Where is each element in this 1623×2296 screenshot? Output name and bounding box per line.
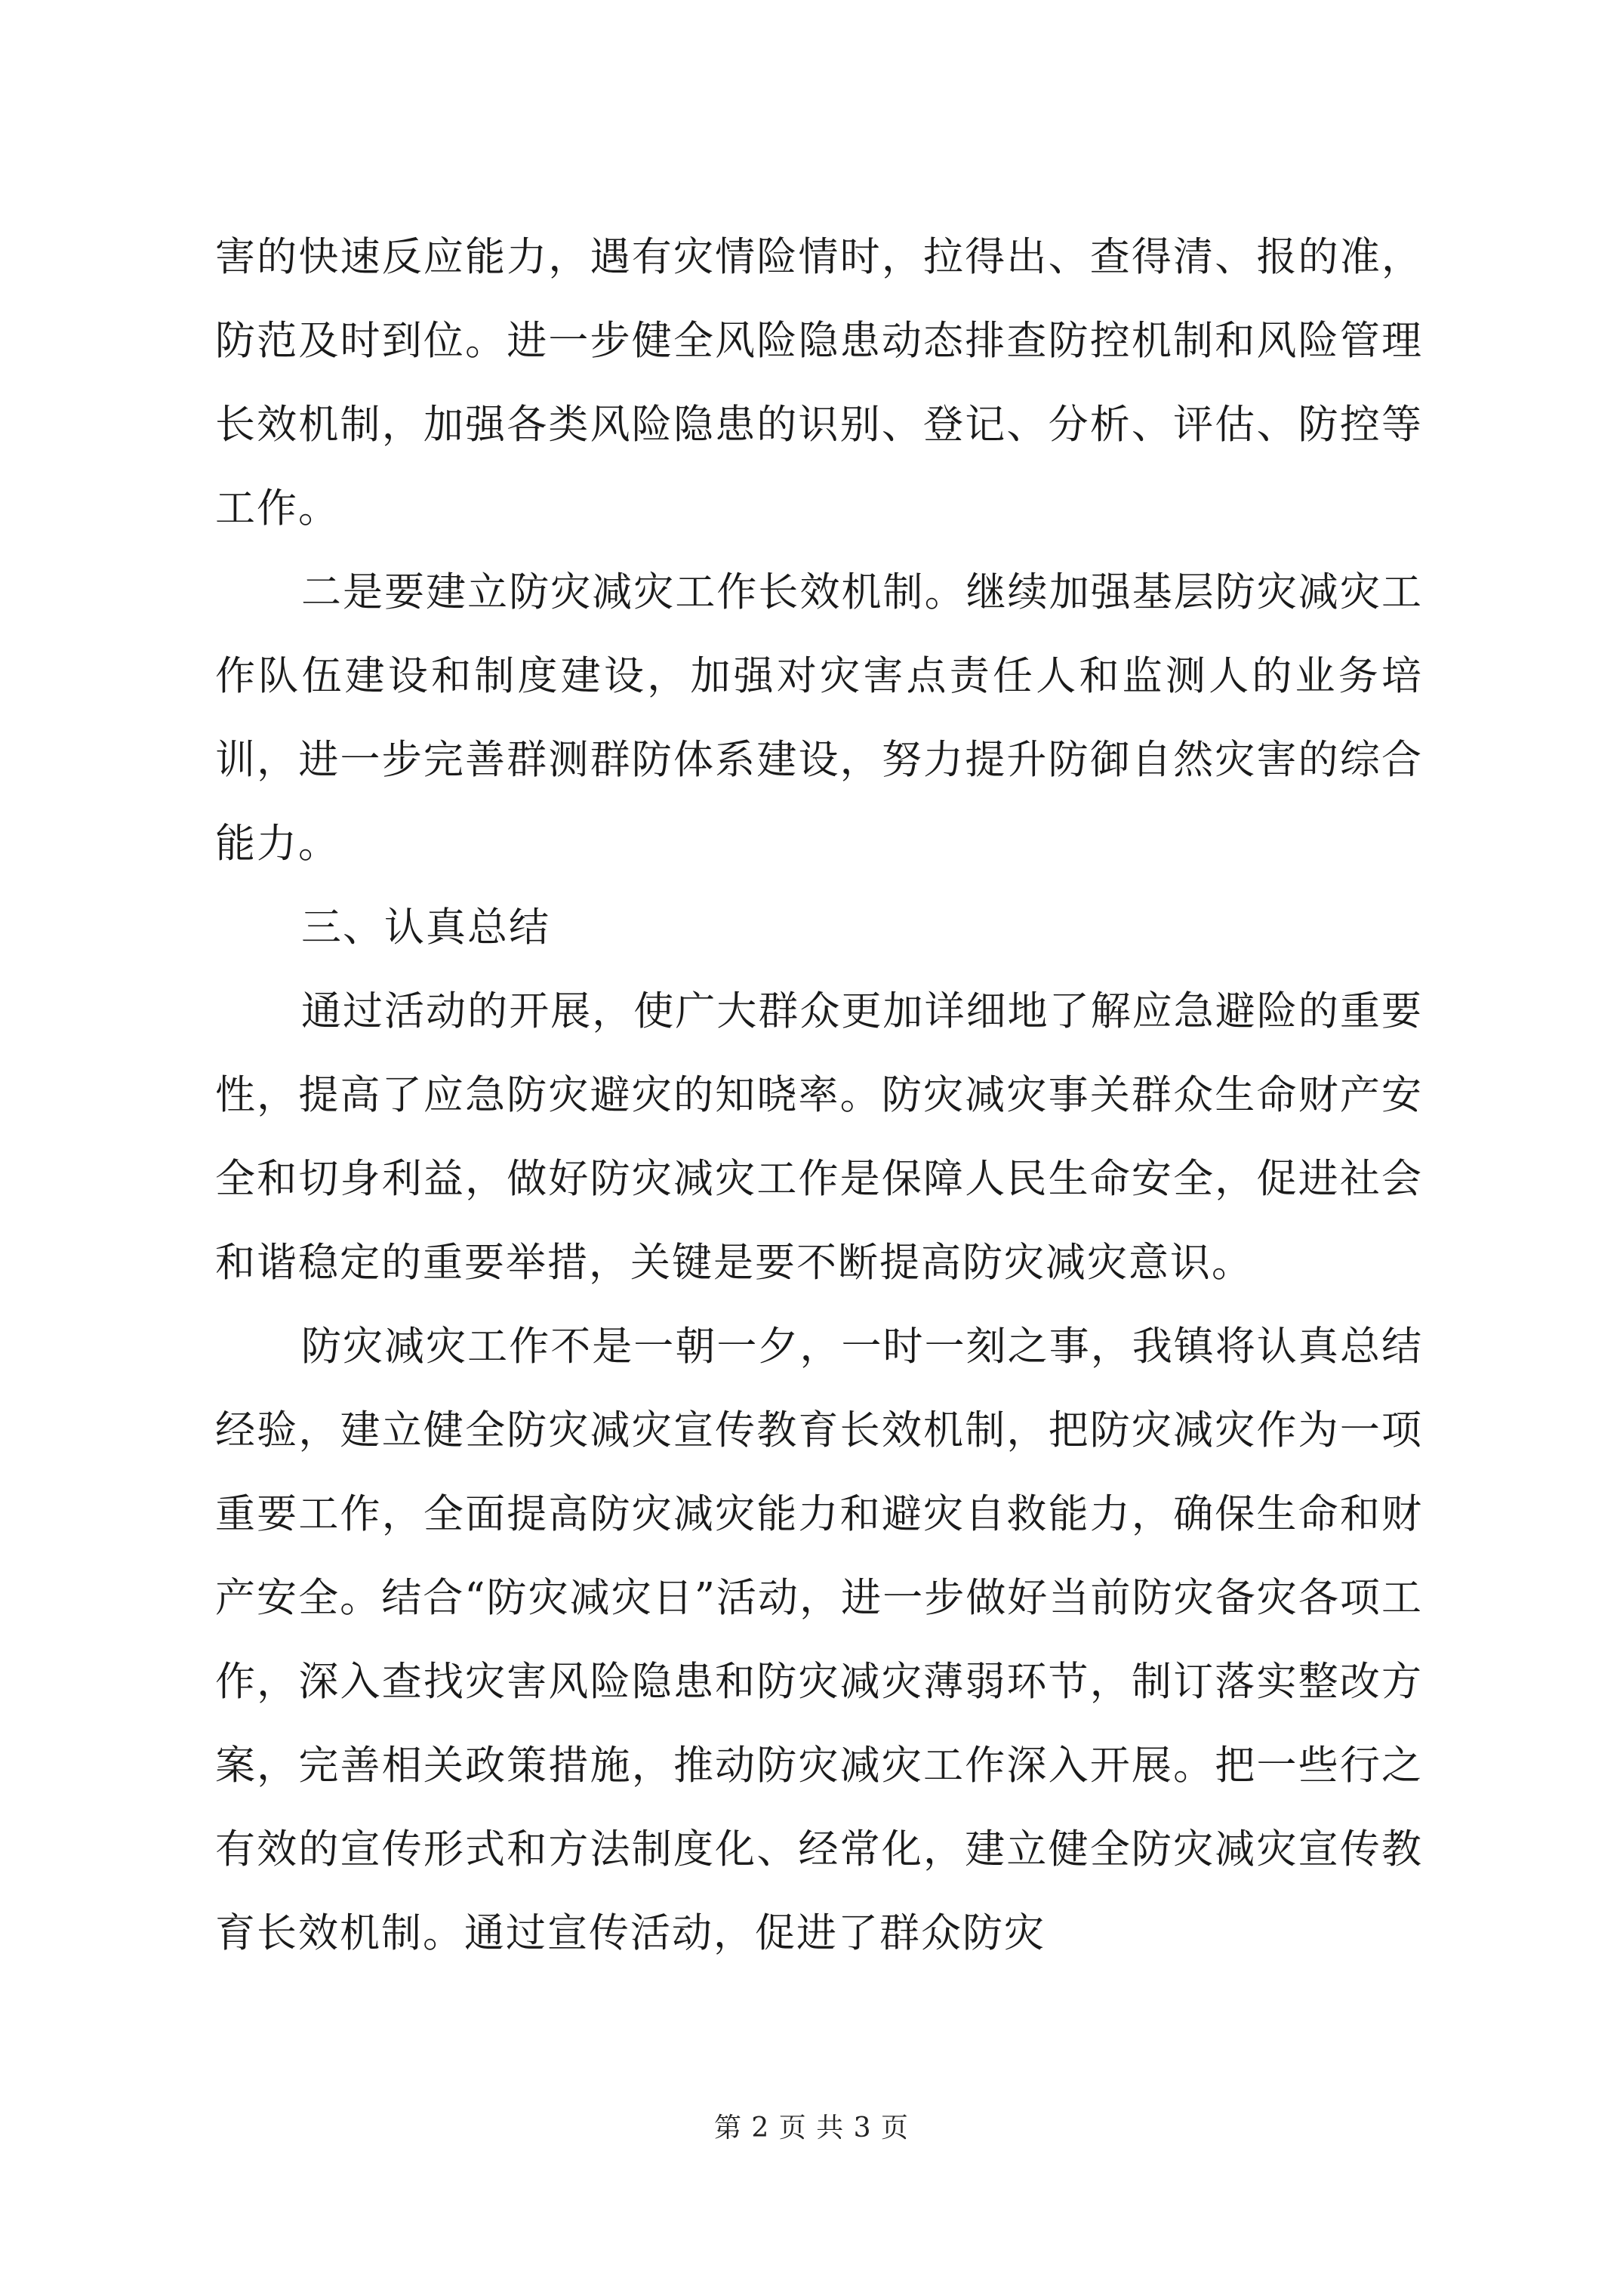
page-number-footer: 第 2 页 共 3 页 — [713, 2113, 910, 2143]
section-heading-summary: 三、认真总结 — [301, 905, 550, 951]
paragraph-point-two: 二是要建立防灾减灾工作长效机制。继续加强基层防灾减灾工作队伍建设和制度建设，加强对灾害点责任人和监测人的业务培训，进一步完善群测群防体系建设，努力提升防御自然灾害的综合能力。 — [215, 569, 1423, 867]
document-body — [215, 215, 1423, 1975]
paragraph-summary-one: 通过活动的开展，使广大群众更加详细地了解应急避险的重要性，提高了应急防灾避灾的知晓率。防灾减灾事关群众生命财产安全和切身利益，做好防灾减灾工作是保障人民生命安全，促进社会和谐稳定的重要举措，关键是要不断提高防灾减灾意识。 — [215, 988, 1423, 1286]
paragraph-continuation: 害的快速反应能力，遇有灾情险情时，拉得出、查得清、报的准，防范及时到位。进一步健全风险隐患动态排查防控机制和风险管理长效机制，加强各类风险隐患的识别、登记、分析、评估、防控等工作。 — [215, 234, 1423, 532]
paragraph-summary-two: 防灾减灾工作不是一朝一夕，一时一刻之事，我镇将认真总结经验，建立健全防灾减灾宣传教育长效机制，把防灾减灾作为一项重要工作，全面提高防灾减灾能力和避灾自救能力，确保生命和财产安全。结合“防灾减灾日”活动，进一步做好当前防灾备灾各项工作，深入查找灾害风险隐患和防灾减灾薄弱环节，制订落实整改方案，完善相关政策措施，推动防灾减灾工作深入开展。把一些行之有效的宣传形式和方法制度化、经常化，建立健全防灾减灾宣传教育长效机制。通过宣传活动，促进了群众防灾 — [215, 1324, 1423, 1956]
